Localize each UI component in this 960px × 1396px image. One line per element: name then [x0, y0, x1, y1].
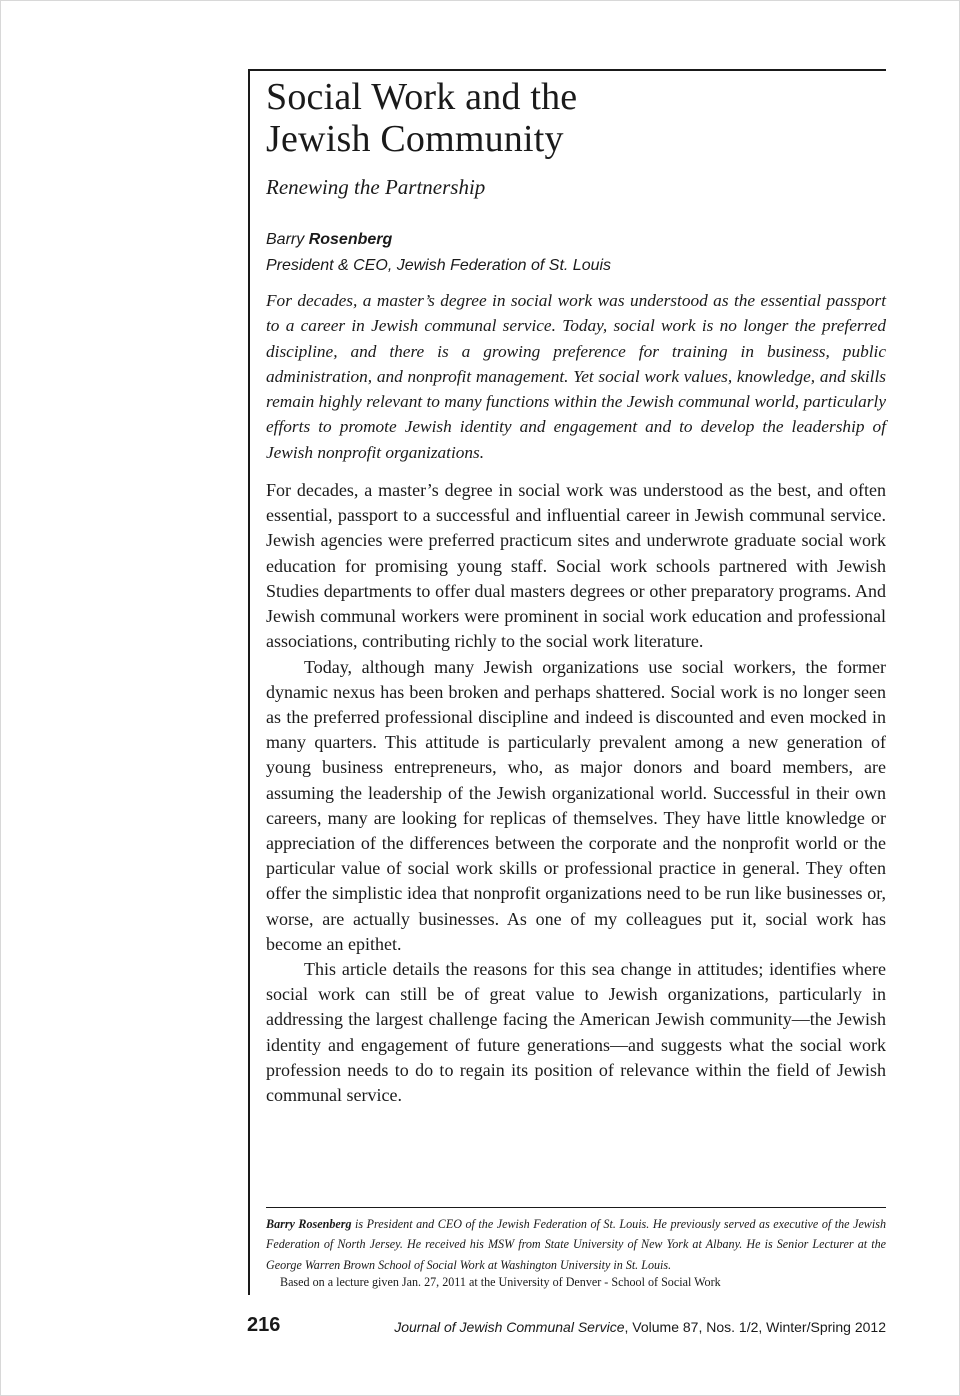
author-line — [266, 230, 886, 250]
author-first-name: Barry — [266, 231, 305, 248]
author-affiliation: President & CEO, Jewish Federation of St. Louis — [266, 257, 612, 274]
body-paragraph-1: For decades, a master’s degree in social work was understood as the best, and often essential, passport to a successful and influential career in Jewish communal service. Jewish agencies were preferred practicum sites and underwrote graduate social work education for promising young staff. Social work schools partnered with Jewish Studies departments to offer dual masters degrees or other preparatory programs. And Jewish communal workers were prominent in social work education and professional associations, contributing richly to the social work literature. — [266, 480, 886, 652]
author-footnote — [266, 1214, 886, 1275]
top-rule — [248, 69, 886, 71]
abstract: For decades, a master’s degree in social work was understood as the essential passport to a career in Jewish communal service. Today, social work is no longer the preferred discipline, and there is a growing preference for training in business, public administration, and nonprofit management. Yet social work values, knowledge, and skills remain highly relevant to many functions within the Jewish communal world, particularly efforts to promote Jewish identity and engagement and to develop the leadership of Jewish nonprofit organizations. — [266, 291, 886, 462]
journal-citation — [394, 1318, 886, 1336]
journal-name: Journal of Jewish Communal Service — [394, 1319, 625, 1335]
lecture-note: Based on a lecture given Jan. 27, 2011 at the University of Denver - School of Social Work — [280, 1275, 721, 1289]
author-last-name: Rosenberg — [308, 231, 393, 248]
article-content — [266, 72, 886, 1108]
article-body — [266, 478, 886, 1108]
article-subtitle: Renewing the Partnership — [266, 175, 486, 199]
page-number: 216 — [247, 1314, 281, 1336]
journal-issue: , Volume 87, Nos. 1/2, Winter/Spring 2012 — [624, 1319, 886, 1335]
title-line-1: Social Work and the — [266, 76, 578, 118]
footnote-author-bio: is President and CEO of the Jewish Federation of St. Louis. He previously served as executive of the Jewish Federation of North Jersey. He received his MSW from State University of New York at Albany. He is Senior Lecturer at the George Warren Brown School of Social Work at Washington University in St. Louis. — [266, 1217, 886, 1272]
body-paragraph-3: This article details the reasons for this sea change in attitudes; identifies where social work can still be of great value to Jewish organizations, particularly in addressing the largest challenge facing the American Jewish community—the Jewish identity and engagement of future generations—and suggests what the social work profession needs to do to regain its position of relevance within the field of Jewish communal service. — [266, 958, 886, 1105]
left-margin-rule — [248, 70, 250, 1295]
footnote-rule — [266, 1207, 886, 1208]
footnote-author-name: Barry Rosenberg — [266, 1217, 352, 1231]
body-paragraph-2: Today, although many Jewish organizations use social workers, the former dynamic nexus has been broken and perhaps shattered. Social work is no longer seen as the preferred professional discipline and indeed is discounted and even mocked in many quarters. This attitude is particularly prevalent among a new generation of young business entrepreneurs, who, as major donors and board members, are assuming the leadership of the Jewish organizational world. Successful in their own careers, many are looking for replicas of themselves. They have little knowledge or appreciation of the differences between the corporate and the nonprofit world or the particular value of social work skills or professional practice in general. They often offer the simplistic idea that nonprofit organizations need to be run like businesses or, worse, are actually businesses. As one of my colleagues put it, social work has become an epithet. — [266, 656, 886, 954]
article-title — [266, 76, 886, 160]
title-line-2: Jewish Community — [266, 118, 564, 160]
